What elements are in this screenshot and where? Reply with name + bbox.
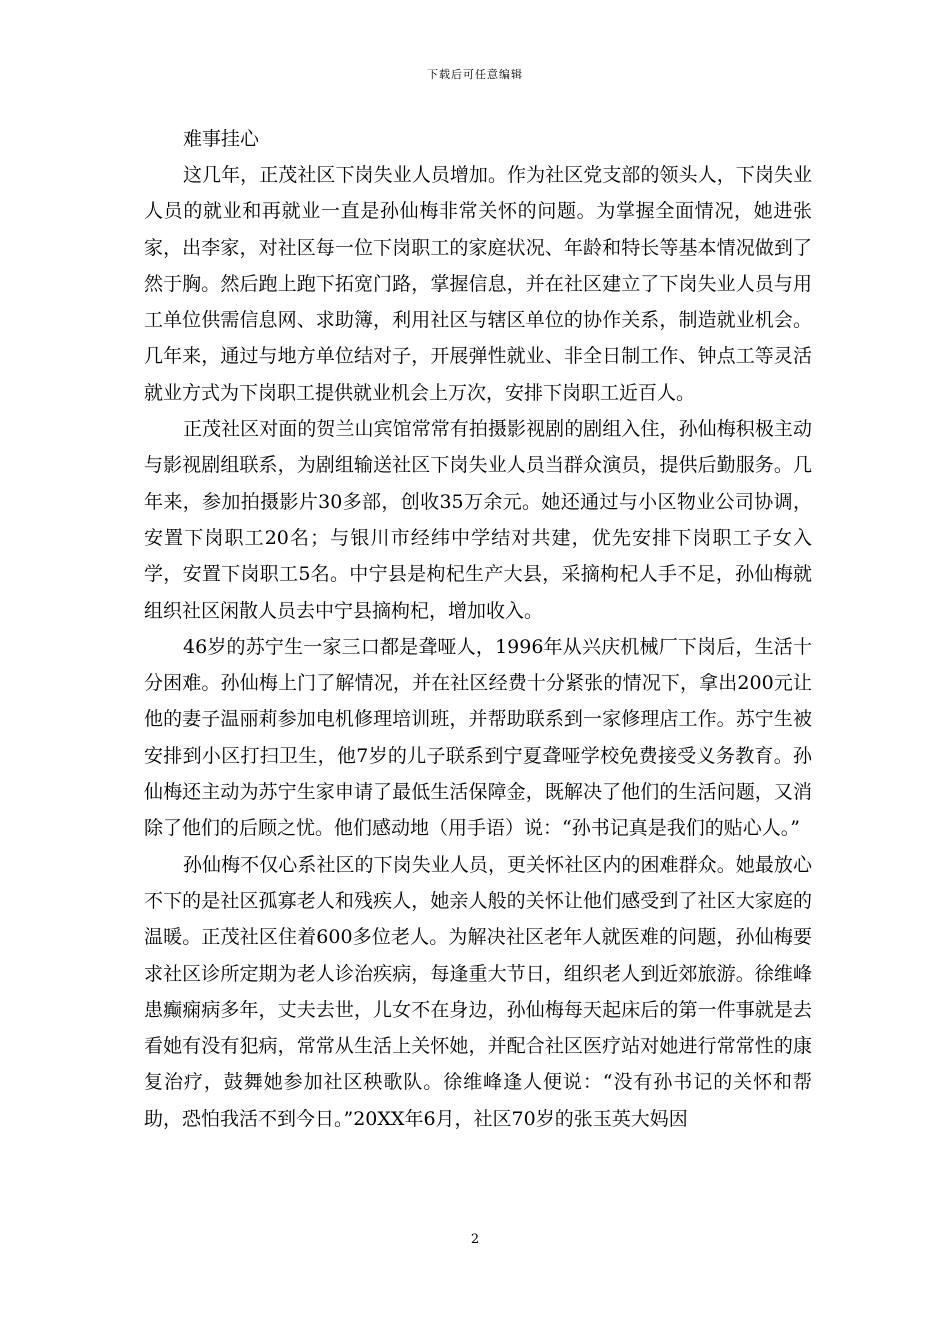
paragraph-1: 这几年，正茂社区下岗失业人员增加。作为社区党支部的领头人，下岗失业人员的就业和再就业一直是孙仙梅非常关怀的问题。为掌握全面情况，她进张家，出李家，对社区每一位下岗职工的家庭状况、年龄和特长等基本情况做到了然于胸。然后跑上跑下拓宽门路，掌握信息，并在社区建立了下岗失业人员与用工单位供需信息网、求助簿，利用社区与辖区单位的协作关系，制造就业机会。几年来，通过与地方单位结对子，开展弹性就业、非全日制工作、钟点工等灵活就业方式为下岗职工提供就业机会上万次，安排下岗职工近百人。	[144, 164, 812, 404]
paragraph-3: 46岁的苏宁生一家三口都是聋哑人，1996年从兴庆机械厂下岗后，生活十分困难。孙仙梅上门了解情况，并在社区经费十分紧张的情况下，拿出200元让他的妻子温丽莉参加电机修理培训班，并帮助联系到一家修理店工作。苏宁生被安排到小区打扫卫生，他7岁的儿子联系到宁夏聋哑学校免费接受义务教育。孙仙梅还主动为苏宁生家申请了最低生活保障金，既解决了他们的生活问题，又消除了他们的后顾之忧。他们感动地（用手语）说：“孙书记真是我们的贴心人。”	[144, 635, 812, 840]
paragraph-2: 正茂社区对面的贺兰山宾馆常常有拍摄影视剧的剧组入住，孙仙梅积极主动与影视剧组联系，为剧组输送社区下岗失业人员当群众演员，提供后勤服务。几年来，参加拍摄影片30多部，创收35万余元。她还通过与小区物业公司协调，安置下岗职工20名；与银川市经纬中学结对共建，优先安排下岗职工子女入学，安置下岗职工5名。中宁县是枸杞生产大县，采摘枸杞人手不足，孙仙梅就组织社区闲散人员去中宁县摘枸杞，增加收入。	[144, 418, 812, 622]
section-title: 难事挂心	[183, 128, 260, 150]
paragraph-4: 孙仙梅不仅心系社区的下岗失业人员，更关怀社区内的困难群众。她最放心不下的是社区孤寡老人和残疾人，她亲人般的关怀让他们感受到了社区大家庭的温暖。正茂社区住着600多位老人。为解决社区老年人就医难的问题，孙仙梅要求社区诊所定期为老人诊治疾病，每逢重大节日，组织老人到近郊旅游。徐维峰患癫痫病多年，丈夫去世，儿女不在身边，孙仙梅每天起床后的第一件事就是去看她有没有犯病，常常从生活上关怀她，并配合社区医疗站对她进行常常性的康复治疗，鼓舞她参加社区秧歌队。徐维峰逢人便说：“没有孙书记的关怀和帮助，恐怕我活不到今日。”20XX年6月，社区70岁的张玉英大妈因	[144, 853, 812, 1130]
page-number: 2	[470, 1232, 480, 1247]
document-body	[144, 121, 812, 1137]
page-header: 下载后可任意编辑	[427, 68, 523, 81]
